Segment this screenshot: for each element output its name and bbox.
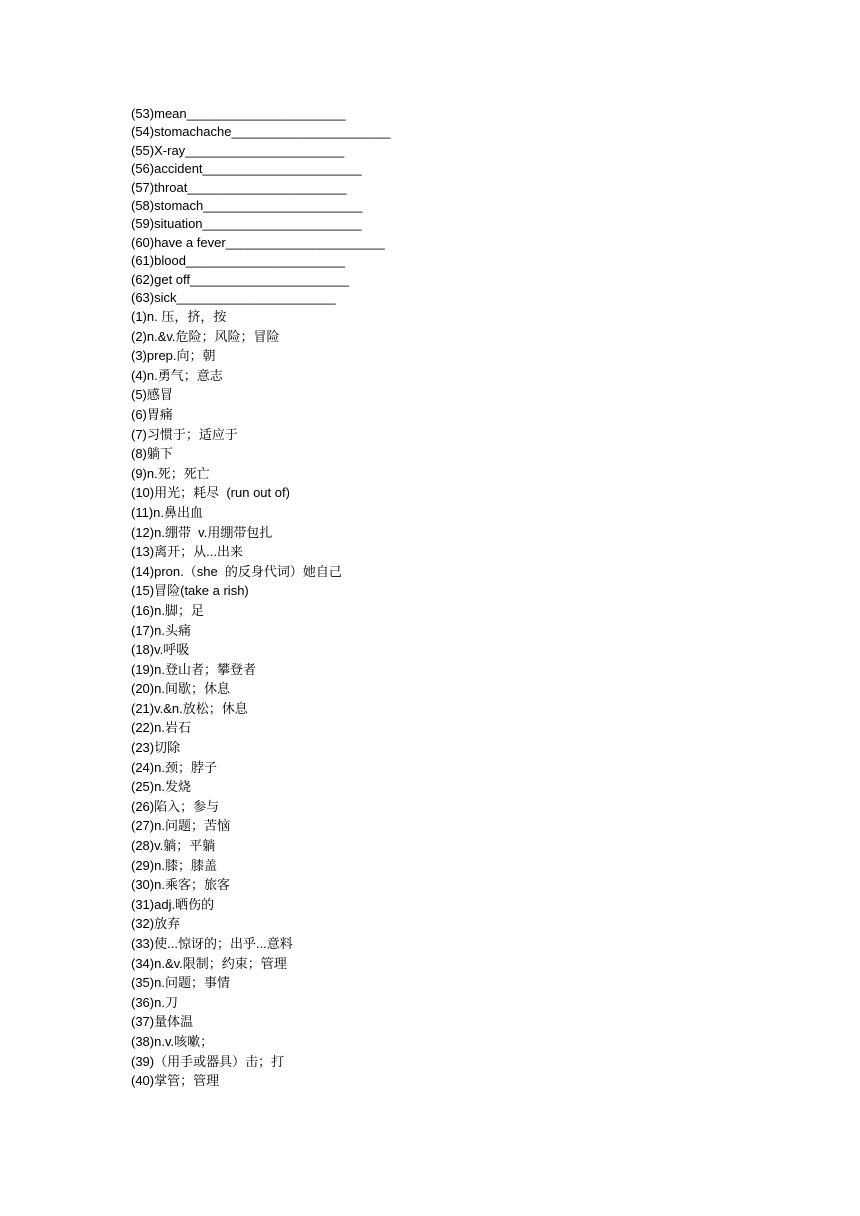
vocab-prompt-line: (56)accident______________________ <box>131 161 362 177</box>
vocab-prompt-line: (53)mean______________________ <box>131 106 346 121</box>
vocab-prompt-line: (54)stomachache______________________ <box>131 124 391 140</box>
definition-line: (27)n.问题；苦恼 <box>131 818 230 834</box>
definition-line: (2)n.&v.危险；风险；冒险 <box>131 328 280 344</box>
definition-line: (38)n.v.咳嗽； <box>131 1033 214 1049</box>
definition-line: (34)n.&v.限制；约束；管理 <box>131 955 287 971</box>
definition-line: (11)n.鼻出血 <box>131 504 203 520</box>
vocab-prompt-line: (55)X-ray______________________ <box>131 142 345 158</box>
definition-list <box>131 307 342 1091</box>
vocab-prompt-list <box>131 105 391 307</box>
definition-line: (19)n.登山者；攀登者 <box>131 661 256 677</box>
definition-line: (20)n.间歇；休息 <box>131 681 230 697</box>
definition-line: (13)离开；从...出来 <box>131 544 243 560</box>
definition-line: (12)n.绷带 v.用绷带包扎 <box>131 524 273 540</box>
definition-line: (22)n.岩石 <box>131 720 191 736</box>
definition-line: (40)掌管；管理 <box>131 1073 220 1089</box>
vocab-prompt-line: (57)throat______________________ <box>131 179 347 195</box>
vocab-prompt-line: (58)stomach______________________ <box>131 197 363 213</box>
vocab-prompt-line: (60)have a fever______________________ <box>131 234 385 250</box>
definition-line: (39)（用手或器具）击；打 <box>131 1053 285 1069</box>
definition-line: (33)使...惊讶的；出乎...意料 <box>131 936 293 951</box>
definition-line: (28)v.躺；平躺 <box>131 838 216 854</box>
definition-line: (31)adj.晒伤的 <box>131 896 215 912</box>
definition-line: (1)n. 压，挤，按 <box>131 309 227 324</box>
definition-line: (17)n.头痛 <box>131 622 191 638</box>
definition-line: (4)n.勇气；意志 <box>131 367 223 383</box>
definition-line: (9)n.死；死亡 <box>131 465 210 481</box>
vocab-prompt-line: (59)situation______________________ <box>131 216 362 232</box>
definition-line: (18)v.呼吸 <box>131 642 190 658</box>
definition-line: (8)躺下 <box>131 446 173 462</box>
definition-line: (25)n.发烧 <box>131 779 191 795</box>
definition-line: (10)用光；耗尽 (run out of) <box>131 485 290 501</box>
definition-line: (3)prep.向；朝 <box>131 348 216 364</box>
definition-line: (5)感冒 <box>131 387 173 403</box>
vocab-prompt-line: (63)sick______________________ <box>131 289 336 305</box>
definition-line: (7)习惯于；适应于 <box>131 426 238 442</box>
definition-line: (35)n.问题；事情 <box>131 975 230 991</box>
vocab-prompt-line: (62)get off______________________ <box>131 271 350 287</box>
definition-line: (23)切除 <box>131 740 181 756</box>
definition-line: (16)n.脚；足 <box>131 602 204 618</box>
definition-line: (30)n.乘客；旅客 <box>131 877 230 893</box>
definition-line: (29)n.膝；膝盖 <box>131 857 217 873</box>
definition-line: (24)n.颈；脖子 <box>131 759 217 775</box>
definition-line: (6)胃痛 <box>131 406 173 422</box>
definition-line: (14)pron.（she 的反身代词）她自己 <box>131 563 342 579</box>
definition-line: (26)陷入；参与 <box>131 798 220 814</box>
definition-line: (32)放弃 <box>131 916 181 932</box>
definition-line: (37)量体温 <box>131 1014 194 1030</box>
definition-line: (36)n.刀 <box>131 994 178 1010</box>
definition-line: (15)冒险(take a rish) <box>131 583 249 599</box>
vocab-prompt-line: (61)blood______________________ <box>131 253 345 269</box>
definition-line: (21)v.&n.放松；休息 <box>131 700 248 716</box>
